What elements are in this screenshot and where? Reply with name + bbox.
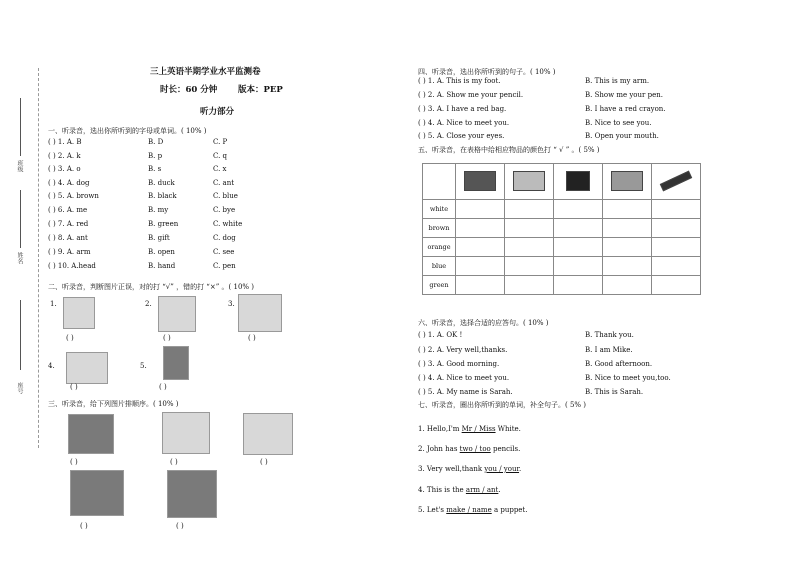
name-line-2 xyxy=(20,190,21,248)
s1-item-c: C. dog xyxy=(213,234,236,242)
s6-option-a: ( ) 1. A. OK ! xyxy=(418,331,463,339)
s1-item-c: C. x xyxy=(213,165,227,173)
check-cell[interactable] xyxy=(554,238,603,257)
s6-option-a: ( ) 3. A. Good morning. xyxy=(418,360,500,368)
s2-bracket: ( ) xyxy=(159,383,167,391)
color-blue: blue xyxy=(423,257,456,276)
s7-sentence xyxy=(418,506,527,515)
s4-option-b: B. Show me your pen. xyxy=(585,91,663,99)
s1-item-a: ( ) 10. A.head xyxy=(48,262,96,270)
s7-post: . xyxy=(519,465,522,473)
check-cell[interactable] xyxy=(456,219,505,238)
s7-options[interactable]: make / name xyxy=(446,506,492,514)
s2-num: 5. xyxy=(140,362,147,370)
check-cell[interactable] xyxy=(505,257,554,276)
check-cell[interactable] xyxy=(554,276,603,295)
s1-item-a: ( ) 1. A. B xyxy=(48,138,82,146)
s1-item-b: B. duck xyxy=(148,179,175,187)
s7-post: a puppet. xyxy=(491,506,528,514)
name-field-line xyxy=(20,98,21,156)
s6-option-a: ( ) 4. A. Nice to meet you. xyxy=(418,374,510,382)
s1-item-b: B. green xyxy=(148,220,179,228)
check-cell[interactable] xyxy=(652,219,701,238)
check-cell[interactable] xyxy=(603,257,652,276)
boy-reading-picture xyxy=(66,352,108,384)
s1-item-b: B. black xyxy=(148,192,177,200)
eraser-icon xyxy=(554,164,603,200)
s1-item-c: C. bye xyxy=(213,206,236,214)
section7-heading: 七、听录音，圈出你所听到的单词，补全句子。( 5% ) xyxy=(418,401,587,409)
s7-post: White. xyxy=(495,425,521,433)
class-field-label: 班级 xyxy=(16,160,23,172)
order-picture-1 xyxy=(68,414,114,454)
s2-bracket: ( ) xyxy=(248,334,256,342)
check-cell[interactable] xyxy=(456,238,505,257)
check-cell[interactable] xyxy=(652,276,701,295)
s3-bracket: ( ) xyxy=(176,522,184,530)
s6-option-b: B. Good afternoon. xyxy=(585,360,653,368)
s6-option-b: B. Thank you. xyxy=(585,331,634,339)
s1-item-b: B. D xyxy=(148,138,164,146)
order-picture-5 xyxy=(167,470,217,518)
s1-item-b: B. hand xyxy=(148,262,176,270)
part-title: 听力部分 xyxy=(200,107,235,117)
s2-num: 1. xyxy=(50,300,57,308)
check-cell[interactable] xyxy=(456,200,505,219)
binding-line xyxy=(38,68,39,448)
boy-picture xyxy=(158,296,196,332)
s7-sentence xyxy=(418,425,521,434)
s7-sentence xyxy=(418,486,501,495)
s4-option-a: ( ) 5. A. Close your eyes. xyxy=(418,132,505,140)
check-cell[interactable] xyxy=(603,276,652,295)
s2-bracket: ( ) xyxy=(66,334,74,342)
check-cell[interactable] xyxy=(505,200,554,219)
color-table xyxy=(422,163,701,295)
s1-item-a: ( ) 9. A. arm xyxy=(48,248,91,256)
s7-pre: 3. Very well,thank xyxy=(418,465,485,473)
s7-options[interactable]: you / your xyxy=(484,465,520,473)
s1-item-c: C. q xyxy=(213,152,228,160)
check-cell[interactable] xyxy=(652,200,701,219)
s4-option-a: ( ) 3. A. I have a red bag. xyxy=(418,105,507,113)
s7-sentence xyxy=(418,465,521,474)
table-corner xyxy=(423,164,456,200)
s1-item-c: C. P xyxy=(213,138,228,146)
s2-bracket: ( ) xyxy=(70,383,78,391)
check-cell[interactable] xyxy=(603,238,652,257)
s3-bracket: ( ) xyxy=(70,458,78,466)
s7-post: pencils. xyxy=(490,445,521,453)
s4-option-b: B. Open your mouth. xyxy=(585,132,659,140)
s7-options[interactable]: two / too xyxy=(459,445,491,453)
s1-item-c: C. pen xyxy=(213,262,236,270)
s1-item-a: ( ) 6. A. me xyxy=(48,206,88,214)
check-cell[interactable] xyxy=(505,219,554,238)
s6-option-b: B. I am Mike. xyxy=(585,346,633,354)
name-field-label: 姓名 xyxy=(16,252,23,264)
check-cell[interactable] xyxy=(505,238,554,257)
check-cell[interactable] xyxy=(456,276,505,295)
paper-title: 三上英语半期学业水平监测卷 xyxy=(150,67,261,77)
s1-item-a: ( ) 8. A. ant xyxy=(48,234,88,242)
s1-item-a: ( ) 2. A. k xyxy=(48,152,81,160)
section6-heading: 六、听录音，选择合适的应答句。( 10% ) xyxy=(418,319,549,327)
pencil-box-icon xyxy=(505,164,554,200)
check-cell[interactable] xyxy=(652,238,701,257)
s4-option-a: ( ) 2. A. Show me your pencil. xyxy=(418,91,524,99)
s1-item-a: ( ) 4. A. dog xyxy=(48,179,90,187)
s1-item-c: C. blue xyxy=(213,192,238,200)
s1-item-a: ( ) 5. A. brown xyxy=(48,192,99,200)
s1-item-c: C. white xyxy=(213,220,243,228)
s1-item-a: ( ) 3. A. o xyxy=(48,165,81,173)
section2-heading: 二、听录音，判断图片正误，对的打 “√” ，错的打 “×” 。( 10% ) xyxy=(48,283,255,291)
section3-heading: 三、听录音，给下列图片排顺序。( 10% ) xyxy=(48,400,179,408)
s7-post: . xyxy=(498,486,501,494)
s2-num: 3. xyxy=(228,300,235,308)
s7-options[interactable]: Mr / Miss xyxy=(461,425,496,433)
color-white: white xyxy=(423,200,456,219)
s1-item-b: B. my xyxy=(148,206,169,214)
s4-option-a: ( ) 4. A. Nice to meet you. xyxy=(418,119,510,127)
s7-sentence xyxy=(418,445,520,454)
check-cell[interactable] xyxy=(603,200,652,219)
s3-bracket: ( ) xyxy=(80,522,88,530)
s7-options[interactable]: arm / ant xyxy=(465,486,499,494)
section5-heading: 五、听录音，在表格中给相应物品的颜色打 “ √ ” 。( 5% ) xyxy=(418,146,600,154)
girl-picture xyxy=(163,346,189,380)
order-picture-2 xyxy=(162,412,210,454)
s2-num: 2. xyxy=(145,300,152,308)
seat-field-label: 座号 xyxy=(16,382,23,394)
pen-icon xyxy=(652,164,701,200)
s6-option-a: ( ) 2. A. Very well,thanks. xyxy=(418,346,508,354)
s6-option-b: B. Nice to meet you,too. xyxy=(585,374,671,382)
check-cell[interactable] xyxy=(505,276,554,295)
s4-option-a: ( ) 1. A. This is my foot. xyxy=(418,77,501,85)
s1-item-c: C. ant xyxy=(213,179,235,187)
color-brown: brown xyxy=(423,219,456,238)
order-picture-3 xyxy=(243,413,293,455)
check-cell[interactable] xyxy=(603,219,652,238)
s3-bracket: ( ) xyxy=(170,458,178,466)
s4-option-b: B. I have a red crayon. xyxy=(585,105,666,113)
section1-heading: 一、听录音，选出你所听到的字母或单词。( 10% ) xyxy=(48,127,207,135)
s3-bracket: ( ) xyxy=(260,458,268,466)
s4-option-b: B. This is my arm. xyxy=(585,77,650,85)
check-cell[interactable] xyxy=(456,257,505,276)
color-orange: orange xyxy=(423,238,456,257)
duration: 时长：60 分钟 xyxy=(160,85,218,95)
s7-pre: 4. This is the xyxy=(418,486,466,494)
check-cell[interactable] xyxy=(554,219,603,238)
s1-item-b: B. s xyxy=(148,165,162,173)
check-cell[interactable] xyxy=(554,257,603,276)
color-green: green xyxy=(423,276,456,295)
teacher-picture xyxy=(63,297,95,329)
s1-item-b: B. open xyxy=(148,248,175,256)
s1-item-c: C. see xyxy=(213,248,235,256)
s7-pre: 1. Hello,I'm xyxy=(418,425,462,433)
check-cell[interactable] xyxy=(652,257,701,276)
bag-icon xyxy=(603,164,652,200)
s6-option-b: B. This is Sarah. xyxy=(585,388,644,396)
s4-option-b: B. Nice to see you. xyxy=(585,119,652,127)
s2-num: 4. xyxy=(48,362,55,370)
check-cell[interactable] xyxy=(554,200,603,219)
s6-option-a: ( ) 5. A. My name is Sarah. xyxy=(418,388,513,396)
kids-picture xyxy=(238,294,282,332)
s7-pre: 2. John has xyxy=(418,445,460,453)
seat-line xyxy=(20,300,21,370)
s1-item-b: B. p xyxy=(148,152,163,160)
s7-pre: 5. Let's xyxy=(418,506,447,514)
version: 版本：PEP xyxy=(238,85,283,95)
s1-item-b: B. gift xyxy=(148,234,170,242)
s2-bracket: ( ) xyxy=(163,334,171,342)
s1-item-a: ( ) 7. A. red xyxy=(48,220,89,228)
section4-heading: 四、听录音，选出你所听到的句子。( 10% ) xyxy=(418,68,556,76)
order-picture-4 xyxy=(70,470,124,516)
book-icon xyxy=(456,164,505,200)
